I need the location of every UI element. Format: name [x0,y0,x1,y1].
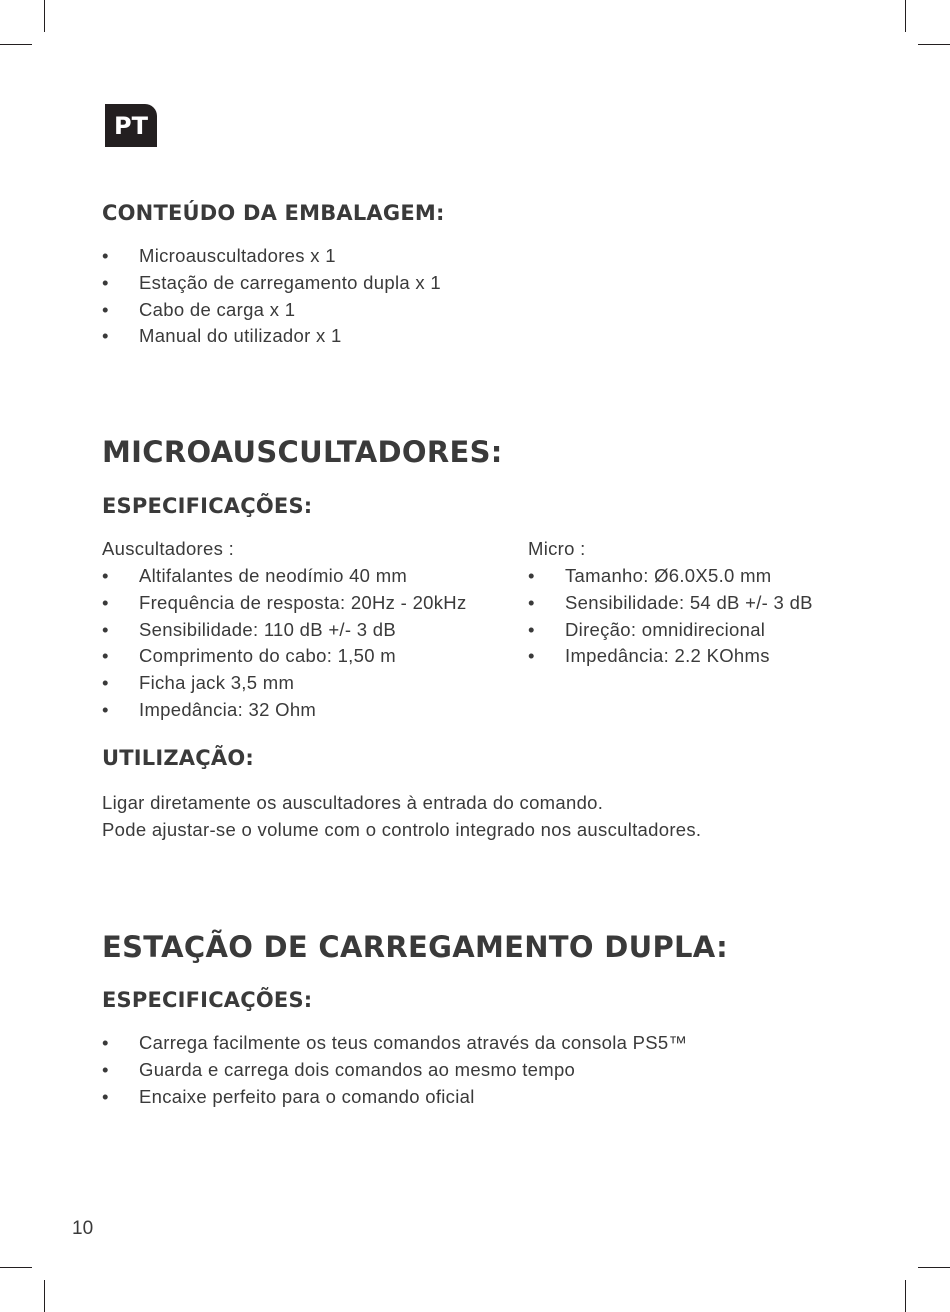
bullet: • [102,618,109,640]
bullet: • [102,245,109,266]
language-badge: PT [105,104,157,147]
crop-mark [918,1267,950,1268]
mic-spec-list [528,563,813,670]
charging-station-spec-list [102,1030,687,1110]
charging-station-specs-heading: ESPECIFICAÇÕES: [102,988,313,1012]
list-item: • Encaixe perfeito para o comando oficial [102,1084,687,1111]
list-item: • Ficha jack 3,5 mm [102,670,467,697]
crop-mark [0,44,32,45]
list-item: • Tamanho: Ø6.0X5.0 mm [528,563,813,590]
list-item: • Comprimento do cabo: 1,50 m [102,643,467,670]
list-item: • Impedância: 2.2 KOhms [528,643,813,670]
bullet: • [102,325,109,347]
crop-mark [905,0,906,32]
headset-heading: MICROAUSCULTADORES: [102,435,503,469]
crop-mark [44,1280,45,1312]
list-item: • Estação de carregamento dupla x 1 [102,270,441,297]
usage-line-1: Ligar diretamente os auscultadores à entrada do comando. [102,792,604,813]
mic-label: Micro : [528,538,586,559]
headset-specs-heading: ESPECIFICAÇÕES: [102,494,313,518]
crop-mark [905,1280,906,1312]
list-item: • Sensibilidade: 110 dB +/- 3 dB [102,617,467,644]
bullet: • [102,271,109,293]
bullet: • [528,565,535,586]
bullet: • [102,1085,109,1107]
list-item: • Altifalantes de neodímio 40 mm [102,563,467,590]
earphones-spec-list [102,563,467,724]
list-item: • Guarda e carrega dois comandos ao mesmo tempo [102,1057,687,1084]
usage-heading: UTILIZAÇÃO: [102,746,254,770]
package-contents-heading: CONTEÚDO DA EMBALAGEM: [102,201,445,225]
bullet: • [528,591,535,613]
list-item: • Carrega facilmente os teus comandos através da consola PS5™ [102,1030,687,1057]
list-item: • Direção: omnidirecional [528,617,813,644]
crop-mark [918,44,950,45]
page-number: 10 [72,1218,94,1239]
bullet: • [102,591,109,613]
list-item: • Impedância: 32 Ohm [102,697,467,724]
bullet: • [102,672,109,694]
bullet: • [102,1058,109,1080]
crop-mark [0,1267,32,1268]
bullet: • [528,645,535,667]
list-item: • Microauscultadores x 1 [102,243,441,270]
bullet: • [102,565,109,586]
list-item: • Sensibilidade: 54 dB +/- 3 dB [528,590,813,617]
bullet: • [102,698,109,720]
list-item: • Frequência de resposta: 20Hz - 20kHz [102,590,467,617]
bullet: • [102,1032,109,1053]
charging-station-heading: ESTAÇÃO DE CARREGAMENTO DUPLA: [102,930,728,964]
bullet: • [528,618,535,640]
package-contents-list [102,243,441,350]
list-item: • Cabo de carga x 1 [102,297,441,324]
usage-line-2: Pode ajustar-se o volume com o controlo integrado nos auscultadores. [102,819,702,840]
bullet: • [102,645,109,667]
list-item: • Manual do utilizador x 1 [102,323,441,350]
earphones-label: Auscultadores : [102,538,235,559]
bullet: • [102,298,109,320]
crop-mark [44,0,45,32]
